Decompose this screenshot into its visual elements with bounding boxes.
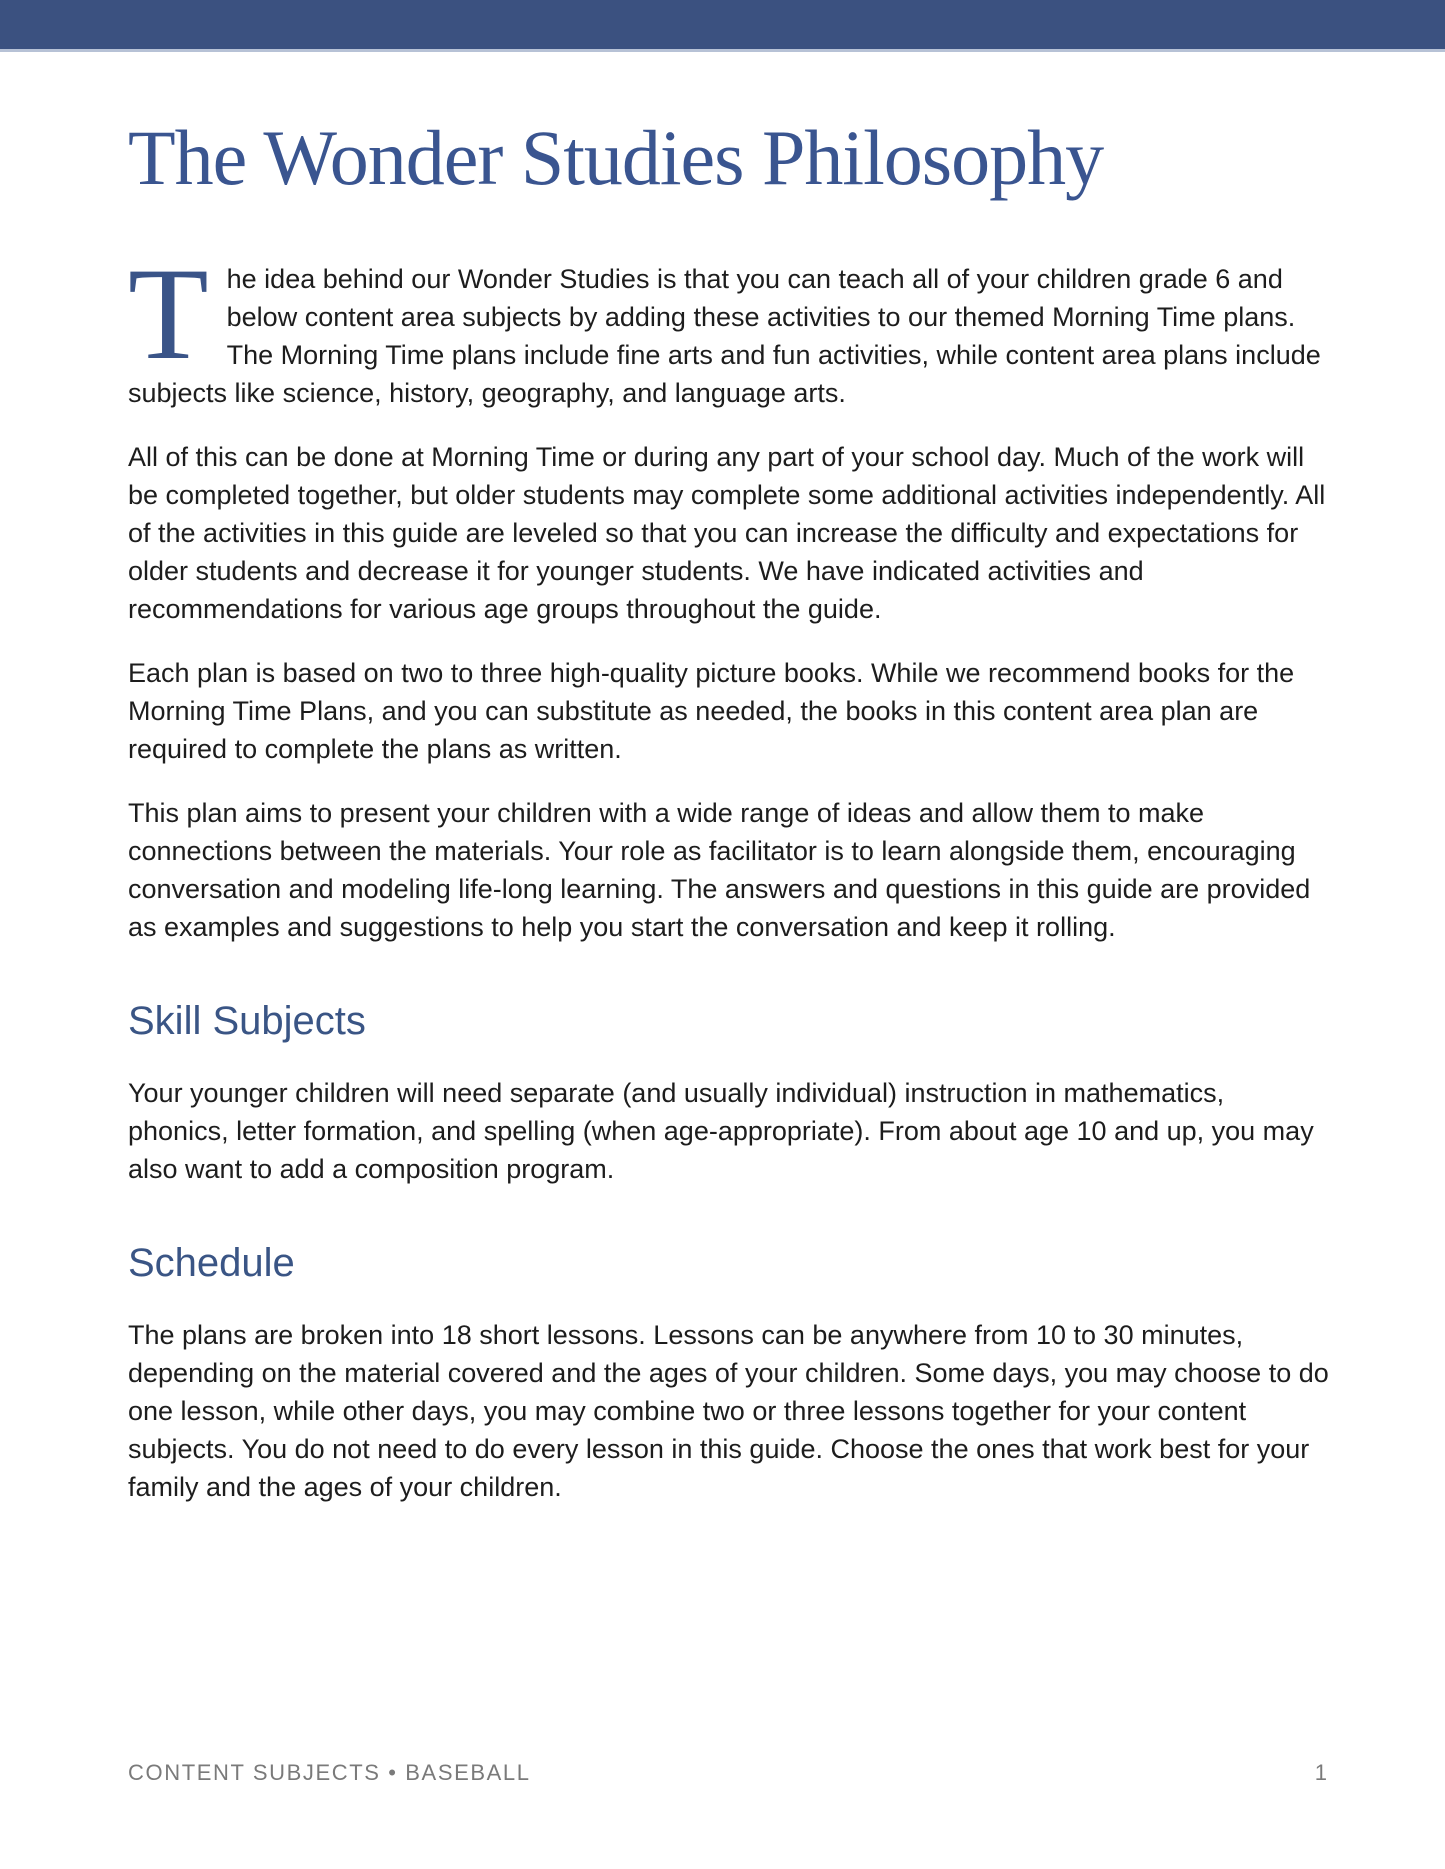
footer-running-title: CONTENT SUBJECTS • BASEBALL xyxy=(128,1760,531,1785)
page-title: The Wonder Studies Philosophy xyxy=(128,114,1104,201)
section-heading-skill-subjects: Skill Subjects xyxy=(128,999,366,1044)
intro-paragraph-2: All of this can be done at Morning Time or during any part of your school day. Much of the work will be completed together, but older students may complete some additional activities independently. All of the activities in this guide are leveled so that you can increase the difficulty and expectations for older students and decrease it for younger students. We have indicated activities and recommendations for various age groups throughout the guide. xyxy=(128,442,1326,625)
footer-page-number: 1 xyxy=(1314,1760,1327,1785)
intro-paragraph-1 xyxy=(128,240,1330,412)
page-footer xyxy=(128,1760,1327,1786)
intro-paragraph-4: This plan aims to present your children with a wide range of ideas and allow them to make connections between the materials. Your role as facilitator is to learn alongside them, encouraging conversation and modeling life-long learning. The answers and questions in this guide are provided as examples and suggestions to help you start the conversation and keep it rolling. xyxy=(128,798,1311,943)
section-heading-schedule: Schedule xyxy=(128,1241,295,1286)
drop-cap: T xyxy=(128,240,209,388)
section-body-schedule: The plans are broken into 18 short lessons. Lessons can be anywhere from 10 to 30 minutes, depending on the material covered and the ages of your children. Some days, you may choose to do one lesson, while other days, you may combine two or three lessons together for your content subjects. You do not need to do every lesson in this guide. Choose the ones that work best for your family and the ages of your children. xyxy=(128,1320,1329,1503)
section-body-skill-subjects: Your younger children will need separate (and usually individual) instruction in mathematics, phonics, letter formation, and spelling (when age-appropriate). From about age 10 and up, you may also want to add a composition program. xyxy=(128,1078,1314,1185)
intro-paragraph-1-text: he idea behind our Wonder Studies is that you can teach all of your children grade 6 and below content area subjects by adding these activities to our themed Morning Time plans. The Morning Time plans include fine arts and fun activities, while content area plans include subjects like science, history, geography, and language arts. xyxy=(128,264,1321,409)
intro-paragraph-3: Each plan is based on two to three high-quality picture books. While we recommend books for the Morning Time Plans, and you can substitute as needed, the books in this content area plan are required to complete the plans as written. xyxy=(128,658,1295,765)
header-bar xyxy=(0,0,1445,52)
page-content xyxy=(0,112,1445,1506)
